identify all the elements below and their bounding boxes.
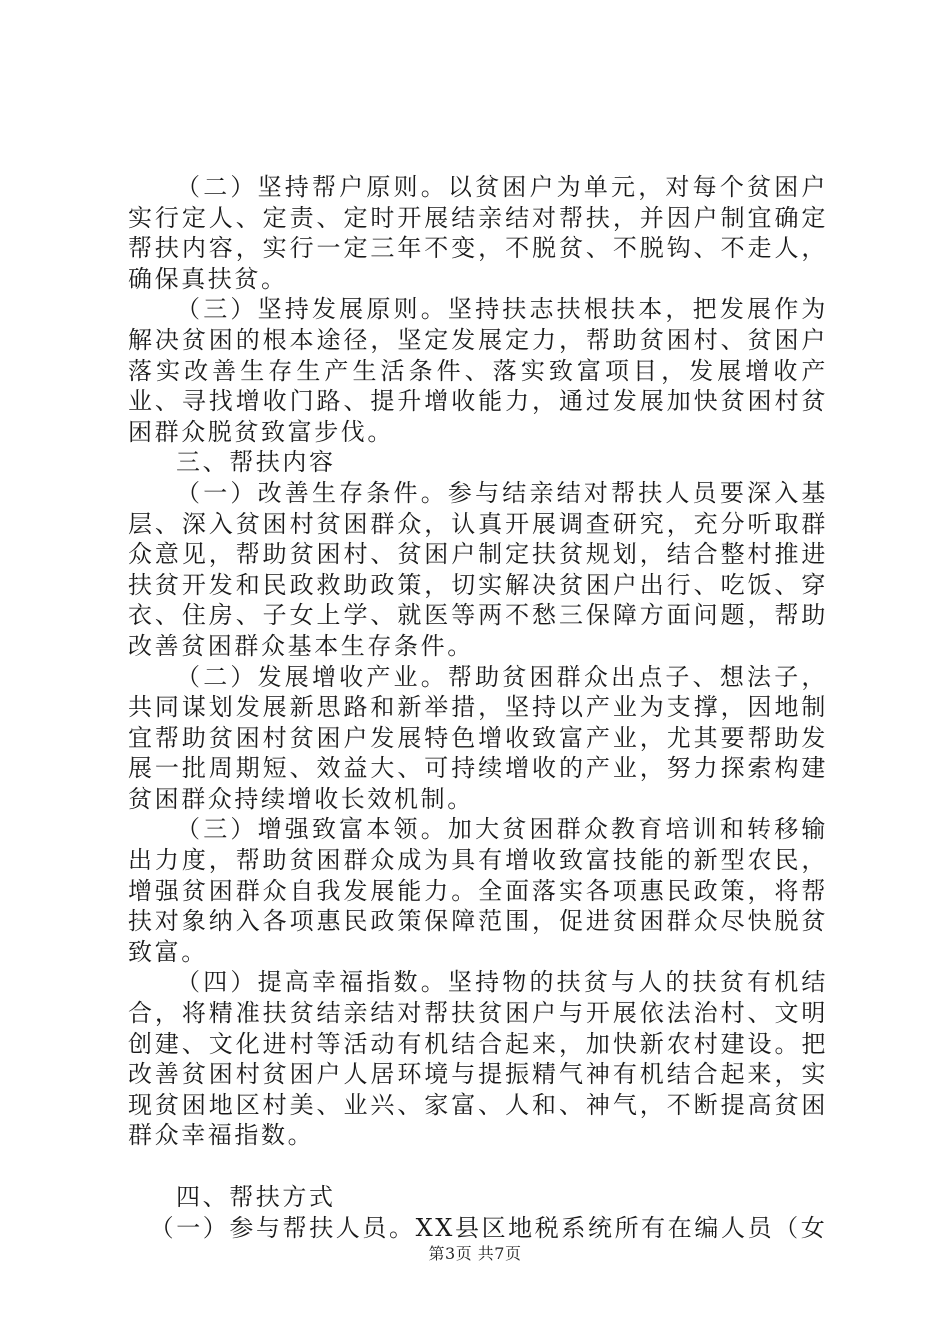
page-number-footer: 第3页 共7页 <box>428 1244 522 1263</box>
paragraph-happiness-index: （四）提高幸福指数。坚持物的扶贫与人的扶贫有机结合，将精准扶贫结亲结对帮扶贫困户与开展依法治村、文明创建、文化进村等活动有机结合起来，加快新农村建设。把改善贫困村贫困户人居环境与提振精气神有机结合起来，实现贫困地区村美、业兴、家富、人和、神气，不断提高贫困群众幸福指数。 <box>128 968 828 1150</box>
paragraph-participants: （一）参与帮扶人员。XX县区地税系统所有在编人员（女 <box>149 1213 828 1242</box>
paragraph-living-conditions: （一）改善生存条件。参与结亲结对帮扶人员要深入基层、深入贫困村贫困群众，认真开展调查研究，充分听取群众意见，帮助贫困村、贫困户制定扶贫规划，结合整村推进扶贫开发和民政救助政策，切实解决贫困户出行、吃饭、穿衣、住房、子女上学、就医等两不愁三保障方面问题，帮助改善贫困群众基本生存条件。 <box>128 478 828 660</box>
paragraph-wealth-skills: （三）增强致富本领。加大贫困群众教育培训和转移输出力度，帮助贫困群众成为具有增收致富技能的新型农民，增强贫困群众自我发展能力。全面落实各项惠民政策，将帮扶对象纳入各项惠民政策保障范围，促进贫困群众尽快脱贫致富。 <box>128 815 828 966</box>
paragraph-principle-household: （二）坚持帮户原则。以贫困户为单元，对每个贫困户实行定人、定责、定时开展结亲结对帮扶，并因户制宜确定帮扶内容，实行一定三年不变，不脱贫、不脱钩、不走人，确保真扶贫。 <box>128 173 828 293</box>
paragraph-principle-development: （三）坚持发展原则。坚持扶志扶根扶本，把发展作为解决贫困的根本途径，坚定发展定力，帮助贫困村、贫困户落实改善生存生产生活条件、落实致富项目，发展增收产业、寻找增收门路、提升增收能力，通过发展加快贫困村贫困群众脱贫致富步伐。 <box>128 295 828 446</box>
paragraph-gap <box>128 1151 828 1182</box>
document-body <box>128 172 828 1243</box>
section-heading-assistance-content: 三、帮扶内容 <box>176 448 336 477</box>
section-heading-assistance-methods: 四、帮扶方式 <box>176 1183 336 1211</box>
paragraph-income-industry: （二）发展增收产业。帮助贫困群众出点子、想法子，共同谋划发展新思路和新举措，坚持以产业为支撑，因地制宜帮助贫困村贫困户发展特色增收致富产业，尤其要帮助发展一批周期短、效益大、可持续增收的产业，努力探索构建贫困群众持续增收长效机制。 <box>128 662 828 813</box>
